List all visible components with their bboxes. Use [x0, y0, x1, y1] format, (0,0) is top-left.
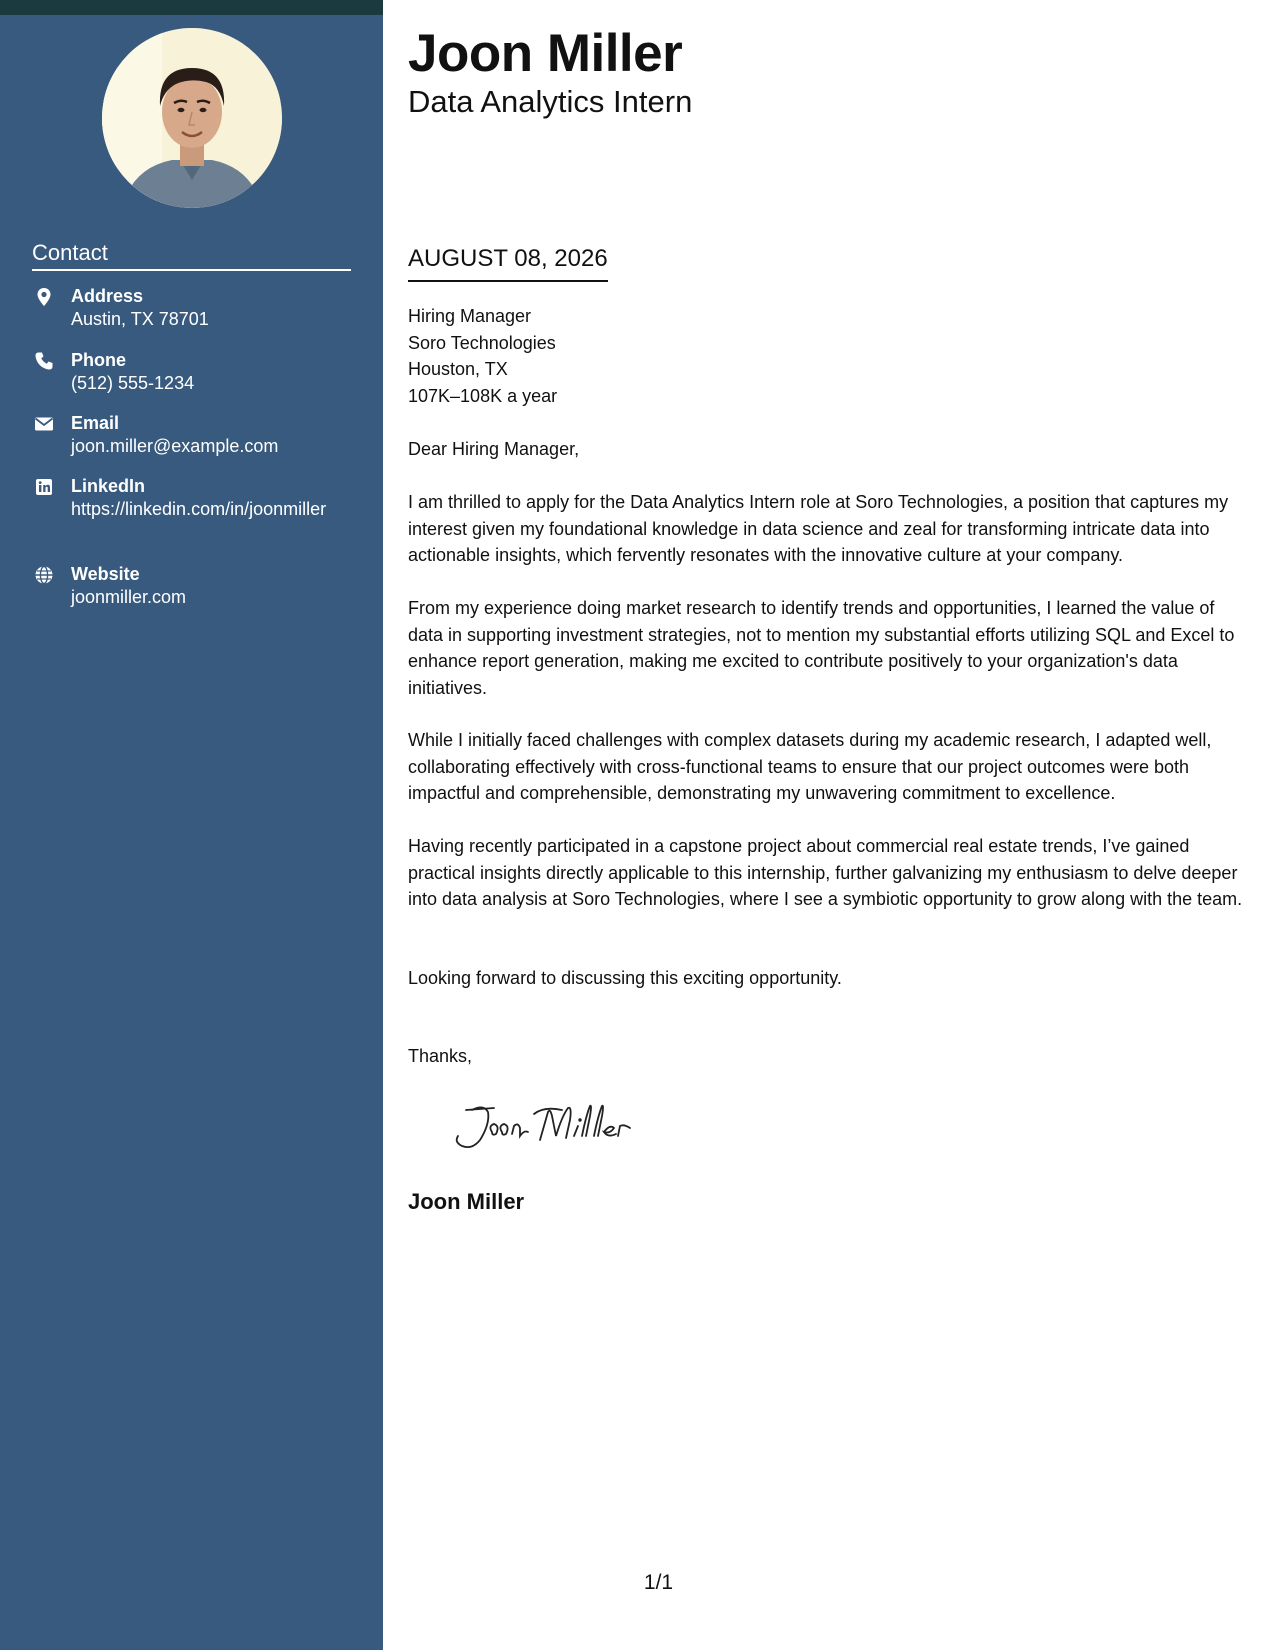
handwritten-signature — [444, 1096, 644, 1156]
recipient-line: Hiring Manager — [408, 306, 532, 326]
body-paragraph: I am thrilled to apply for the Data Analytics Intern role at Soro Technologies, a position that captures my interest given my foundational knowledge in data science and zeal for transforming intricate data into actionable insights, which fervently resonates with the innovative culture at your company. — [408, 492, 1229, 565]
recipient-line: 107K–108K a year — [408, 385, 558, 406]
sidebar-top-bar — [0, 0, 383, 15]
closing-line: Looking forward to discussing this exciting opportunity. — [408, 968, 842, 988]
letter-date: AUGUST 08, 2026 — [408, 244, 608, 282]
contact-linkedin-text — [71, 474, 351, 521]
avatar — [102, 28, 282, 208]
phone-icon — [34, 351, 54, 371]
contact-value[interactable]: https://linkedin.com/in/joonmiller — [71, 499, 327, 519]
contact-label: Email — [71, 413, 120, 433]
linkedin-icon — [34, 477, 54, 497]
contact-value: (512) 555-1234 — [71, 373, 195, 393]
signoff: Thanks, — [408, 1046, 473, 1066]
applicant-role: Data Analytics Intern — [408, 84, 693, 119]
contact-value[interactable]: joonmiller.com — [71, 587, 187, 607]
contact-value: Austin, TX 78701 — [71, 309, 209, 329]
signer-name: Joon Miller — [408, 1189, 525, 1214]
globe-icon — [34, 565, 54, 585]
contact-email-text — [71, 411, 351, 458]
contact-address-text — [71, 284, 351, 331]
contact-phone-text — [71, 348, 351, 395]
recipient-line: Houston, TX — [408, 359, 508, 379]
recipient-line: Soro Technologies — [408, 332, 556, 353]
contact-heading: Contact — [32, 239, 351, 271]
sidebar — [0, 0, 383, 1650]
recipient-block — [408, 303, 557, 409]
map-pin-icon — [34, 287, 54, 307]
contact-website-text — [71, 562, 351, 609]
page-number: 1/1 — [643, 1571, 674, 1594]
profile-photo — [102, 28, 282, 208]
body-paragraph: From my experience doing market research to identify trends and opportunities, I learned the value of data in supporting investment strategies, not to mention my substantial efforts utilizing SQL and Excel to enhance report generation, making me excited to contribute positively to your organization's data initiatives. — [408, 598, 1235, 698]
contact-label: Phone — [71, 350, 127, 370]
contact-value: joon.miller@example.com — [71, 436, 279, 456]
contact-label: Website — [71, 564, 140, 584]
letter-body — [408, 0, 1253, 1650]
envelope-icon — [34, 414, 54, 434]
body-paragraph: While I initially faced challenges with complex datasets during my academic research, I adapted well, collaborating effectively with cross-functional teams to ensure that our project outcomes were both impactful and comprehensible, demonstrating my unwavering commitment to excellence. — [408, 730, 1212, 803]
applicant-name: Joon Miller — [408, 24, 683, 83]
contact-label: Address — [71, 286, 144, 306]
salutation: Dear Hiring Manager, — [408, 439, 580, 459]
body-paragraph: Having recently participated in a capstone project about commercial real estate trends, I’ve gained practical insights directly applicable to this internship, further galvanizing my enthusiasm to delve deeper into data analysis at Soro Technologies, where I see a symbiotic opportunity to grow along with the team. — [408, 836, 1243, 909]
contact-label: LinkedIn — [71, 476, 146, 496]
